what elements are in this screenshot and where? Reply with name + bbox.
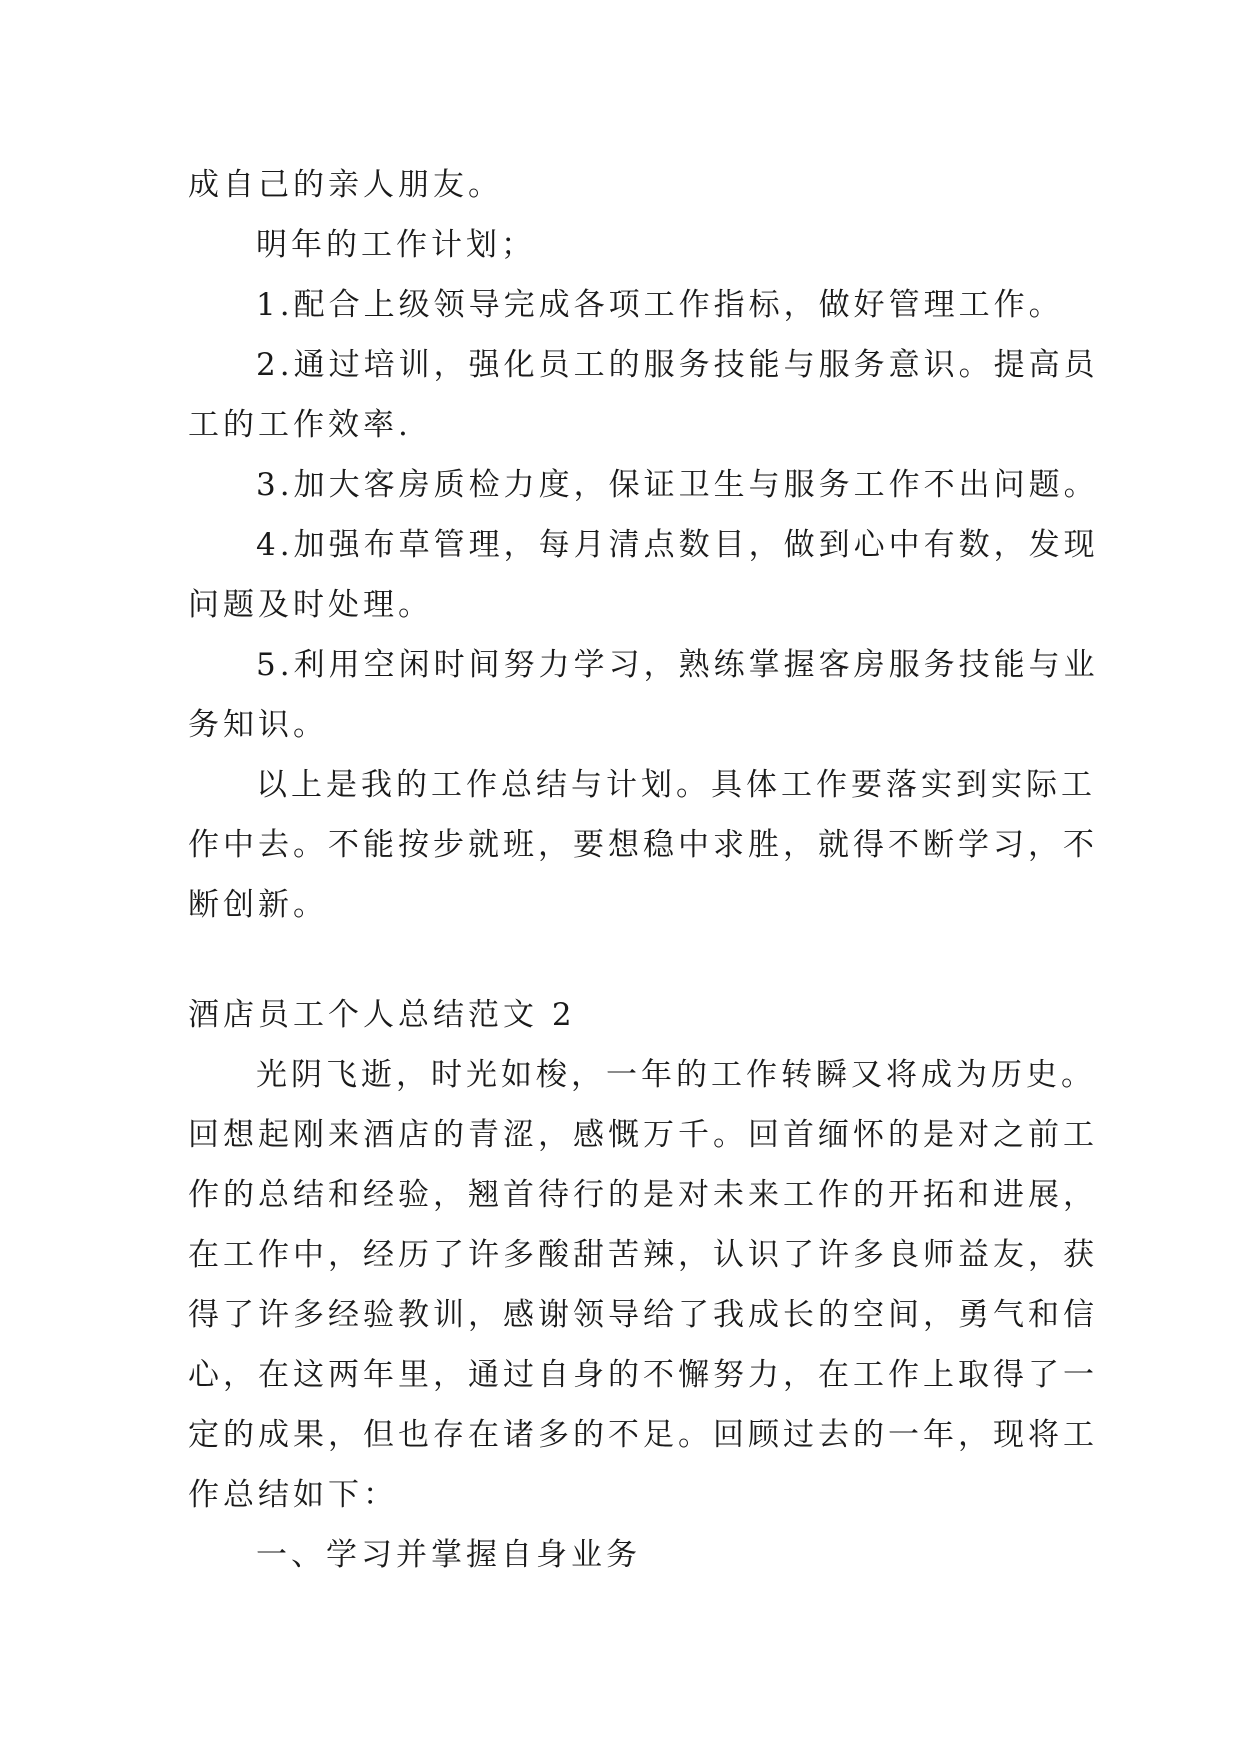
paragraph-line: 定的成果，但也存在诸多的不足。回顾过去的一年，现将工 [188,1417,1098,1453]
paragraph-line: 回想起刚来酒店的青涩，感慨万千。回首缅怀的是对之前工 [188,1117,1098,1153]
paragraph-line: 光阴飞逝，时光如梭，一年的工作转瞬又将成为历史。 [256,1057,1096,1093]
list-item-5: 5.利用空闲时间努力学习，熟练掌握客房服务技能与业 [256,647,1099,683]
closing-paragraph-line: 以上是我的工作总结与计划。具体工作要落实到实际工 [256,767,1096,803]
list-item-5-continuation: 务知识。 [188,707,328,743]
list-item-2: 2.通过培训，强化员工的服务技能与服务意识。提高员 [256,347,1099,383]
paragraph-line: 成自己的亲人朋友。 [188,167,503,203]
paragraph-line: 作总结如下： [188,1477,398,1513]
list-item-4: 4.加强布草管理，每月清点数目，做到心中有数，发现 [256,527,1099,563]
section-heading-next-year-plan: 明年的工作计划； [256,227,536,263]
paragraph-line: 得了许多经验教训，感谢领导给了我成长的空间，勇气和信 [188,1297,1098,1333]
paragraph-line: 在工作中，经历了许多酸甜苦辣，认识了许多良师益友，获 [188,1237,1098,1273]
section-heading-1: 一、学习并掌握自身业务 [256,1537,641,1573]
closing-paragraph-line: 断创新。 [188,887,328,923]
list-item-1: 1.配合上级领导完成各项工作指标，做好管理工作。 [256,287,1064,323]
paragraph-line: 作的总结和经验，翘首待行的是对未来工作的开拓和进展， [188,1177,1098,1213]
closing-paragraph-line: 作中去。不能按步就班，要想稳中求胜，就得不断学习，不 [188,827,1098,863]
list-item-2-continuation: 工的工作效率. [188,407,412,443]
list-item-4-continuation: 问题及时处理。 [188,587,433,623]
paragraph-line: 心，在这两年里，通过自身的不懈努力，在工作上取得了一 [188,1357,1098,1393]
article-title: 酒店员工个人总结范文 2 [188,997,576,1033]
list-item-3: 3.加大客房质检力度，保证卫生与服务工作不出问题。 [256,467,1099,503]
